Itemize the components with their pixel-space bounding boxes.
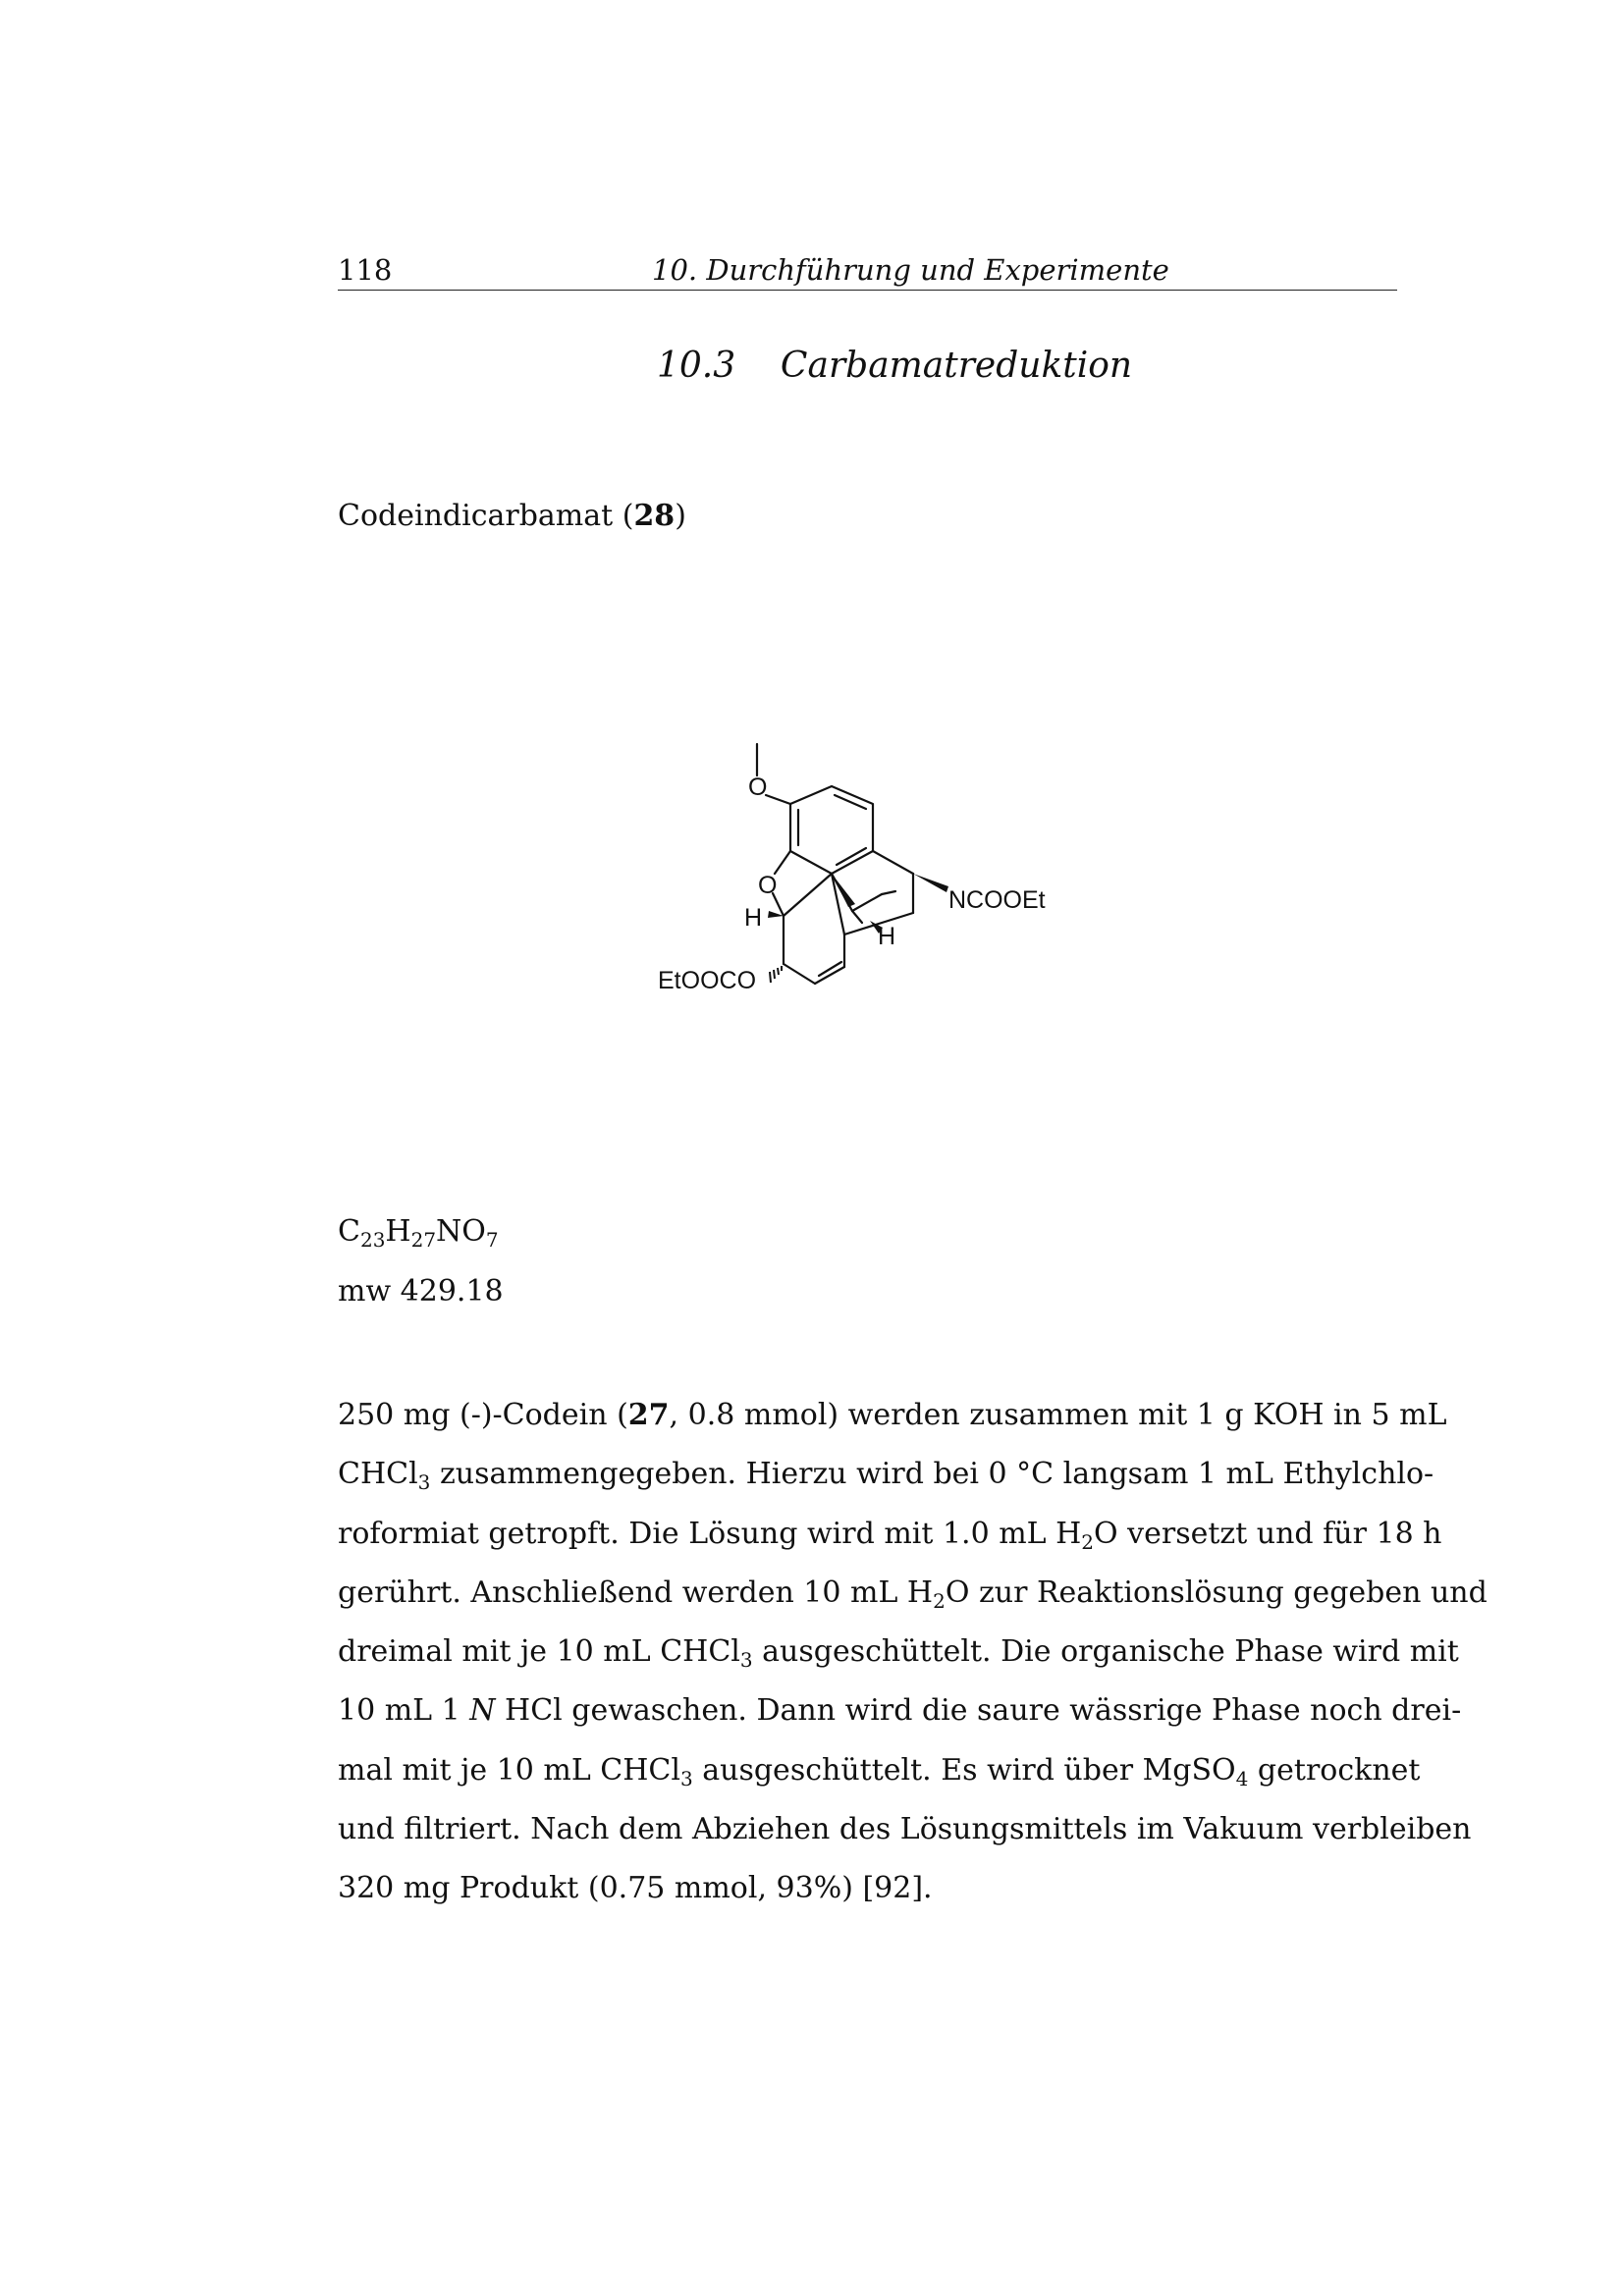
molecular-formula: $C_{23}H_{27}NO_7$ xyxy=(338,1214,499,1252)
procedure-line: 320 mg Produkt (0.75 mmol, 93%) [92]. xyxy=(338,1871,933,1906)
header-rule xyxy=(338,290,1397,291)
label-h-right: H xyxy=(878,923,896,950)
procedure-line: mal mit je 10 mL CHCl$_3$ ausgeschüttelt. Es wird über MgSO$_4$ getrocknet xyxy=(338,1752,1421,1790)
bond-c6-c7 xyxy=(784,964,815,984)
label-etooco: EtOOCO xyxy=(658,967,757,994)
label-h-left: H xyxy=(744,904,763,932)
procedure-line: und filtriert. Nach dem Abziehen des Lösungsmittels im Vakuum verbleiben xyxy=(338,1812,1472,1847)
bond-ring-o-1 xyxy=(775,851,790,874)
chemical-structure xyxy=(628,726,1090,1065)
procedure-paragraph xyxy=(338,1386,1488,1919)
aromatic-double-2 xyxy=(835,795,866,809)
bond-c7-c8-double xyxy=(819,962,841,976)
running-title: 10. Durchführung und Experimente xyxy=(652,253,1169,287)
label-methoxy-o: O xyxy=(748,774,768,801)
procedure-line: 10 mL 1 N HCl gewaschen. Dann wird die saure wässrige Phase noch drei- xyxy=(338,1693,1462,1729)
bond-h-right xyxy=(852,911,862,923)
bond-c10 xyxy=(873,851,913,874)
wedge-c9-n xyxy=(913,874,948,892)
hash-bond-ester xyxy=(770,966,782,983)
label-ncooet: NCOOEt xyxy=(948,886,1046,914)
molecular-weight: mw 429.18 xyxy=(338,1274,504,1308)
compound-name: Codeindicarbamat ( xyxy=(338,499,634,533)
compound-title xyxy=(338,499,686,533)
compound-number: 28 xyxy=(633,499,676,533)
procedure-line: roformiat getropft. Die Lösung wird mit 1.0 mL $H_2O$ versetzt und für 18 h xyxy=(338,1516,1442,1554)
procedure-line: gerührt. Anschließend werden 10 mL $H_2O$ zur Reaktionslösung gegeben und xyxy=(338,1575,1488,1613)
compound-name-close: ) xyxy=(675,499,686,533)
aromatic-ring xyxy=(790,786,873,874)
bond-oc xyxy=(766,795,790,804)
section-heading: 10.3 Carbamatreduktion xyxy=(657,346,1133,386)
procedure-line: CHCl$_3$ zusammengegeben. Hierzu wird bei 0 °C langsam 1 mL Ethylchlo- xyxy=(338,1457,1434,1495)
bond-ethano-3 xyxy=(882,891,895,894)
procedure-line: 250 mg (-)-Codein (27, 0.8 mmol) werden zusammen mit 1 g KOH in 5 mL xyxy=(338,1398,1447,1432)
bond-ethano-2 xyxy=(852,894,882,911)
page-number: 118 xyxy=(338,253,393,287)
procedure-line: dreimal mit je 10 mL CHCl$_3$ ausgeschüttelt. Die organische Phase wird mit xyxy=(338,1634,1459,1673)
bond-c5-c13 xyxy=(784,874,832,916)
label-ring-o: O xyxy=(758,872,778,899)
